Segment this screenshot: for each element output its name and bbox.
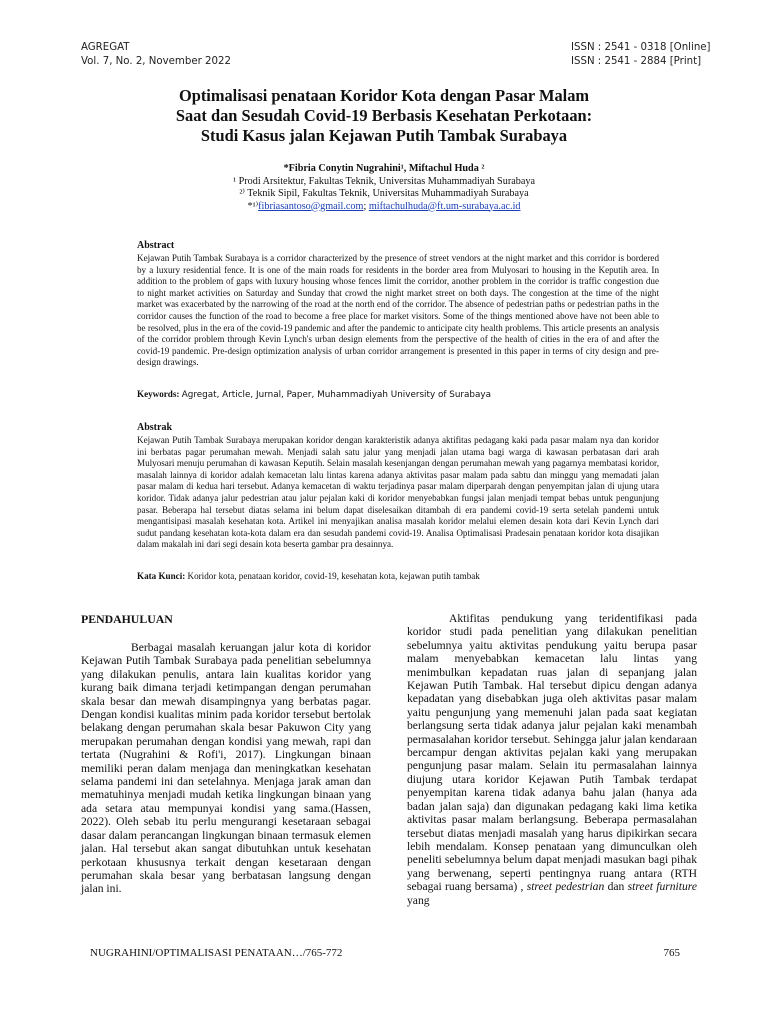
italic-term-1: street pedestrian [526, 880, 605, 894]
author-names: *Fibria Conytin Nugrahini¹, Miftachul Huda ² [283, 163, 485, 174]
keywords-indonesian [137, 570, 659, 582]
email-prefix: *¹⁾ [247, 200, 259, 212]
keywords-english [137, 388, 659, 401]
issn-online: ISSN : 2541 - 0318 [Online] [571, 42, 711, 53]
kata-kunci-label: Kata Kunci: [137, 571, 186, 581]
body-column-right [407, 612, 697, 907]
body-column-left [81, 612, 371, 896]
journal-name: AGREGAT [81, 42, 130, 53]
author-block [100, 163, 668, 213]
right-paragraph-text: Aktifitas pendukung yang teridentifikasi pada koridor studi pada penelitian yang dilakukan penelitian sebelumnya yaitu aktivitas pendukung yaitu berupa pasar malam menyebabkan kemacetan lalu lintas yang menimbulkan kepadatan ruas jalan di sepanjang jalan Kejawan Putih Tambak. Hal tersebut dipicu dengan adanya kepadatan yang disebabkan juga oleh aktivitas pasar malam yaitu pengunjung yang memenuhi jalan pada saat kegiatan berlangsung serta tidak adanya jalur pejalan kaki menambah permasalahan koridor tersebut. Sehingga jalur jalan kendaraan bercampur dengan aktivitas pejalan kaki yang merupakan pengunjung pasar malam. Selain itu permasalahan lainnya diujung utara koridor Kejawan Putih Tambak terdapat penyempitan karena tidak adanya bahu jalan (hanya ada badan jalan saja) dan digunakan pedagang kaki lima ketika aktivitas pasar malam berlangsung. Beberapa permasalahan tersebut diatas menjadi masalah yang harus dipikirkan secara lebih mendalam. Konsep penataan yang dimunculkan oleh peneliti sebelumnya belum dapat menjadi masukan bagi pihak yang berwenang, seperti pentingnya ruang antara (RTH sebagai ruang bersama) , [407, 612, 697, 894]
abstract-english [137, 240, 659, 369]
italic-term-2: street furniture [627, 880, 698, 894]
title-line-1: Optimalisasi penataan Koridor Kota dengan Pasar Malam [178, 86, 590, 105]
issn-print: ISSN : 2541 - 2884 [Print] [571, 56, 702, 67]
email-link-1[interactable]: fibriasantoso@gmail.com [258, 200, 364, 212]
section-heading: PENDAHULUAN [81, 612, 173, 626]
right-mid-word: dan [607, 880, 625, 894]
journal-volume: Vol. 7, No. 2, November 2022 [81, 56, 231, 67]
author-emails [100, 201, 668, 214]
page-footer [90, 946, 680, 960]
body-paragraph-right [407, 612, 697, 907]
body-paragraph-left: Berbagai masalah keruangan jalur kota di koridor Kejawan Putih Tambak Surabaya pada penelitian sebelumnya yang dilakukan penulis, antara lain kualitas koridor yang kurang baik dimana terjadi ketimpangan dengan perumahan skala besar dan mewah disampingnya yang berbatas pagar. Dengan kondisi kualitas minim pada koridor tersebut bertolak belakang dengan perumahan skala besar Pakuwon City yang merupakan perumahan dengan kondisi yang mewah, rapi dan tertata (Nugrahini & Rofi'i, 2017). Lingkungan binaan memiliki peran dalam menjaga dan meningkatkan kesehatan selama pandemi ini dan setelahnya. Menjaga jarak aman dan mematuhinya menjadi mudah ketika lingkungan binaan yang ada setara atau mempunyai kondisi yang sama.(Hassen, 2022). Oleh sebab itu perlu mengurangi kesetaraan sebagai dasar dalam perancangan lingkungan binaan termasuk elemen jalan. Hal tersebut akan sangat dibutuhkan untuk kesehatan perkotaan khususnya terkait dengan kesetaraan dengan perumahan skala besar yang berbatasan langsung dengan jalan ini. [81, 641, 371, 896]
affiliation-1: ¹ Prodi Arsitektur, Fakultas Teknik, Universitas Muhammadiyah Surabaya [233, 175, 535, 187]
right-tail-word: yang [407, 893, 430, 907]
journal-header-left [81, 41, 231, 69]
abstrak-heading: Abstrak [137, 422, 173, 433]
paper-title [100, 86, 668, 146]
email-link-2[interactable]: miftachulhuda@ft.um-surabaya.ac.id [368, 200, 521, 212]
abstract-heading: Abstract [137, 240, 175, 251]
page-number: 765 [663, 947, 680, 959]
keywords-text: Agregat, Article, Jurnal, Paper, Muhammadiyah University of Surabaya [181, 390, 491, 400]
title-line-3: Studi Kasus jalan Kejawan Putih Tambak Surabaya [200, 126, 568, 145]
journal-header-right [571, 41, 711, 69]
kata-kunci-text: Koridor kota, penataan koridor, covid-19, kesehatan kota, kejawan putih tambak [187, 571, 480, 581]
abstract-text: Kejawan Putih Tambak Surabaya is a corridor characterized by the presence of street vendors at the night market and this corridor is bordered by a luxury residential fence. It is one of the main roads for residents in the border area from Mulyosari to housing in the Keputih area. In addition to the problem of gaps with luxury housing whose fences limit the corridor, another problem in the corridor is traffic congestion due to night market activities on Saturday and Sunday that crowd the night market street on both days. The congestion at the time of the night market was exacerbated by the narrowing of the road at the north end of the corridor. The absence of pedestrian paths or pedestrian paths in the corridor causes the function of the road to become a free place for market visitors. Some of the things mentioned above have not been able to be resolved, plus in the era of the covid-19 pandemic and after the pandemic to anticipate city health problems. This article presents an analysis of the corridor problem through Kevin Lynch's urban design elements from the perspective of the health of cities in the era of and after the covid-19 pandemic. Pre-design optimization analysis of urban corridor arrangement is presented in this paper in terms of city design and pre-design drawings. [137, 253, 659, 368]
email-separator: ; [363, 200, 369, 212]
running-title: NUGRAHINI/OPTIMALISASI PENATAAN…/765-772 [90, 947, 343, 959]
affiliation-2: ²⁾ Teknik Sipil, Fakultas Teknik, Universitas Muhammadiyah Surabaya [239, 188, 529, 199]
abstract-indonesian [137, 422, 659, 551]
abstrak-text: Kejawan Putih Tambak Surabaya merupakan koridor dengan karakteristik adanya aktifitas pedagang kaki pada pasar malam nya dan koridor ini berbatas pagar perumahan mewah. Menjadi salah satu jalur yang menjadi jalan utama bagi warga di kawasan perbatasan dari arah Mulyosari menuju perumahan di kawasan Keputih. Selain masalah kesenjangan dengan perumahan mewah yang pagarnya membatasi koridor, masalah lainnya di koridor adalah kemacetan lalu lintas karena adanya aktivitas pasar malam pada sabtu dan minggu yang memadati jalan pasar malam di kedua hari tersebut. Adanya kemacetan di waktu terjadinya pasar malam diperparah dengan penyempitan jalan di ujung utara koridor. Tidak adanya jalur pedestrian atau jalur pejalan kaki di koridor menyebabkan fungsi jalan menjadi tempat bebas untuk pengunjung pasar. Beberapa hal tersebut diatas selama ini belum dapat diselesaikan ditambah di era pandemi covid-19 serta setelah pandemi untuk mengantisipasi masalah kesehatan kota. Artikel ini menyajikan analisa masalah koridor melalui elemen desain kota dari Kevin Lynch dari sudut pandang kesehatan kota-kota dalam era dan sesudah pandemi covid-19. Analisa Optimalisasi Pradesain penataan koridor kota disajikan dalam makalah ini dari segi desain kota beserta gambar pra desainnya. [137, 435, 659, 550]
title-line-2: Saat dan Sesudah Covid-19 Berbasis Kesehatan Perkotaan: [175, 106, 593, 125]
keywords-label: Keywords: [137, 389, 180, 399]
